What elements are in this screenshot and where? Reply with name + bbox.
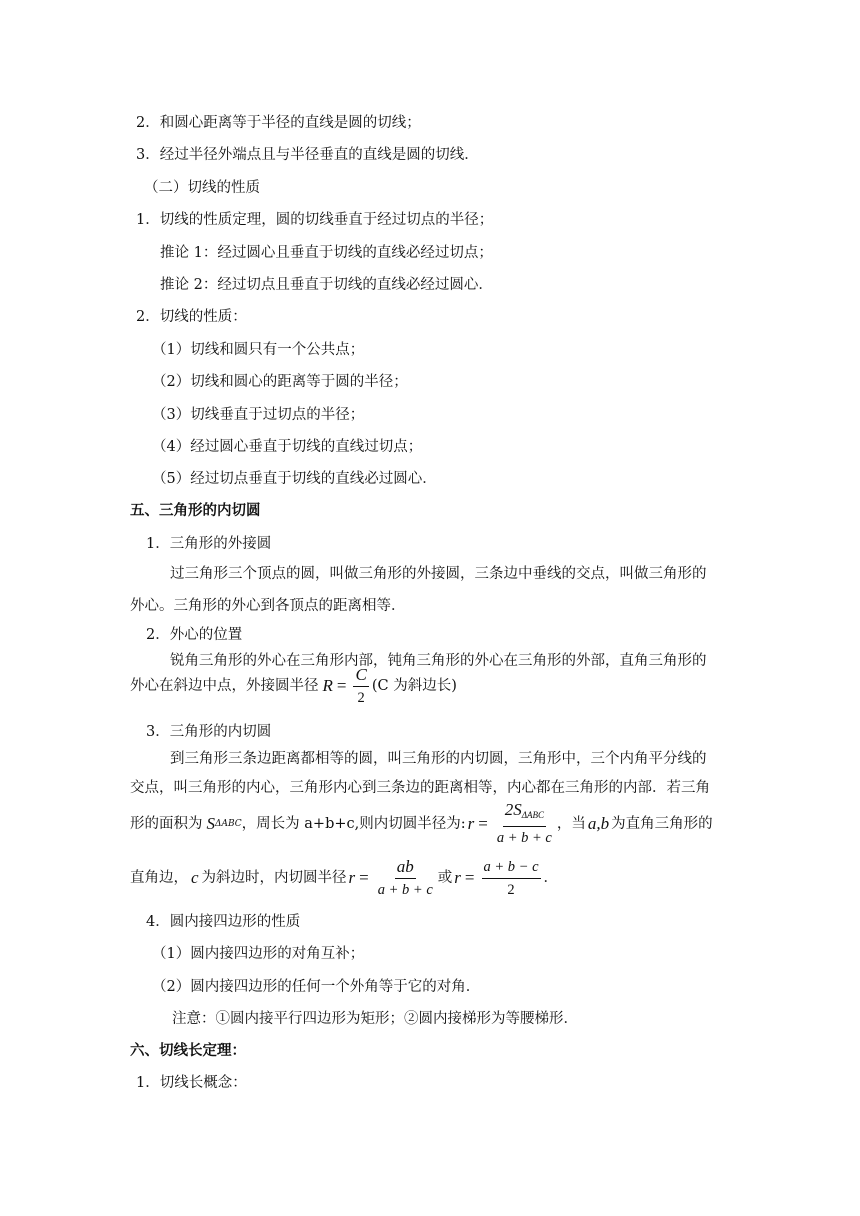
paragraph-line: 到三角形三条边距离都相等的圆，叫三角形的内切圆，三角形中，三个内角平分线的 [170, 751, 707, 767]
note-line: 注意：①圆内接平行四边形为矩形；②圆内接梯形为等腰梯形． [172, 1011, 578, 1027]
paragraph-line [130, 801, 713, 847]
fraction-half-perimeter [482, 857, 541, 900]
subsection-heading: （二）切线的性质 [144, 180, 260, 196]
paragraph-line [130, 664, 457, 708]
fraction-denominator: a + b + c [496, 830, 552, 846]
text-segment: 为斜边时，内切圆半径 [201, 870, 347, 886]
paragraph-line: 锐角三角形的外心在三角形内部，钝角三角形的外心在三角形的外部，直角三角形的 [170, 653, 707, 669]
formula-c: c [191, 868, 199, 887]
formula-equals: = [359, 868, 369, 887]
paragraph-line: 过三角形三个顶点的圆，叫做三角形的外接圆，三条边中垂线的交点，叫做三角形的 [170, 566, 707, 582]
formula-r: r [454, 868, 461, 887]
list-item: （2）圆内接四边形的任何一个外角等于它的对角． [152, 979, 481, 995]
fraction-numerator: C [353, 665, 368, 687]
fraction-ab-over-sum [376, 857, 435, 900]
text-line: 3．经过半径外端点且与半径垂直的直线是圆的切线． [136, 147, 479, 163]
fraction-area-over-perimeter [495, 800, 554, 848]
fraction-denominator: 2 [357, 689, 365, 706]
formula-ab-pair: a,b [587, 814, 610, 833]
text-segment: 为直角三角形的 [611, 816, 713, 832]
text-segment: 或 [437, 870, 453, 886]
text-line: 2．和圆心距离等于半径的直线是圆的切线； [136, 115, 421, 131]
text-segment: 外心在斜边中点，外接圆半径 [130, 678, 319, 694]
text-segment: ，周长为 a+b+c,则内切圆半径为: [241, 816, 466, 832]
formula-S: S [206, 814, 215, 833]
text-line: 1．切线长概念： [136, 1075, 247, 1091]
text-segment: ，当 [556, 816, 586, 832]
list-item: （5）经过切点垂直于切线的直线必过圆心． [152, 471, 437, 487]
fraction-numerator: $2S_{\Delta ABC}$ [503, 800, 546, 827]
list-item: （1）圆内接四边形的对角互补； [152, 946, 365, 962]
list-item: （2）切线和圆心的距离等于圆的半径； [152, 374, 408, 390]
text-line: 1．切线的性质定理，圆的切线垂直于经过切点的半径； [136, 212, 494, 228]
paragraph-line [130, 855, 558, 901]
formula-equals: = [478, 814, 488, 833]
formula-r: r [348, 868, 356, 887]
list-item: （3）切线垂直于过切点的半径； [152, 407, 365, 423]
corollary-line: 推论 2：经过切点且垂直于切线的直线必经过圆心． [160, 277, 493, 293]
text-line: 3．三角形的内切圆 [146, 724, 272, 740]
text-line: 2．外心的位置 [146, 627, 243, 643]
text-segment: 形的面积为 [130, 816, 203, 832]
fraction-denominator: 2 [507, 881, 515, 898]
formula-r: r [467, 814, 475, 833]
section-heading: 六、切线长定理： [130, 1043, 246, 1059]
text-segment: (C 为斜边长) [371, 678, 457, 694]
corollary-line: 推论 1：经过圆心且垂直于切线的直线必经过切点； [160, 245, 493, 261]
fraction-numerator: ab [395, 857, 416, 879]
text-line: 1．三角形的外接圆 [146, 536, 272, 552]
section-heading: 五、三角形的内切圆 [130, 503, 261, 519]
paragraph-line: 外心。三角形的外心到各顶点的距离相等． [130, 598, 406, 614]
formula-equals: = [336, 676, 347, 695]
fraction-numerator: a + b − c [482, 857, 541, 879]
formula-subscript: ΔABC [215, 819, 242, 829]
formula-R: R [322, 676, 333, 695]
list-item: （4）经过圆心垂直于切线的直线过切点； [152, 439, 423, 455]
text-segment: 直角边， [130, 870, 188, 886]
formula-equals: = [464, 868, 475, 887]
paragraph-line: 交点，叫三角形的内心，三角形内心到三条边的距离相等，内心都在三角形的内部．若三角 [130, 780, 710, 796]
text-segment: ． [543, 870, 559, 886]
text-line: 2．切线的性质： [136, 309, 247, 325]
fraction-denominator: a + b + c [377, 881, 433, 898]
fraction-c-over-2 [353, 665, 368, 708]
list-item: （1）切线和圆只有一个公共点； [152, 342, 365, 358]
text-line: 4．圆内接四边形的性质 [146, 914, 301, 930]
